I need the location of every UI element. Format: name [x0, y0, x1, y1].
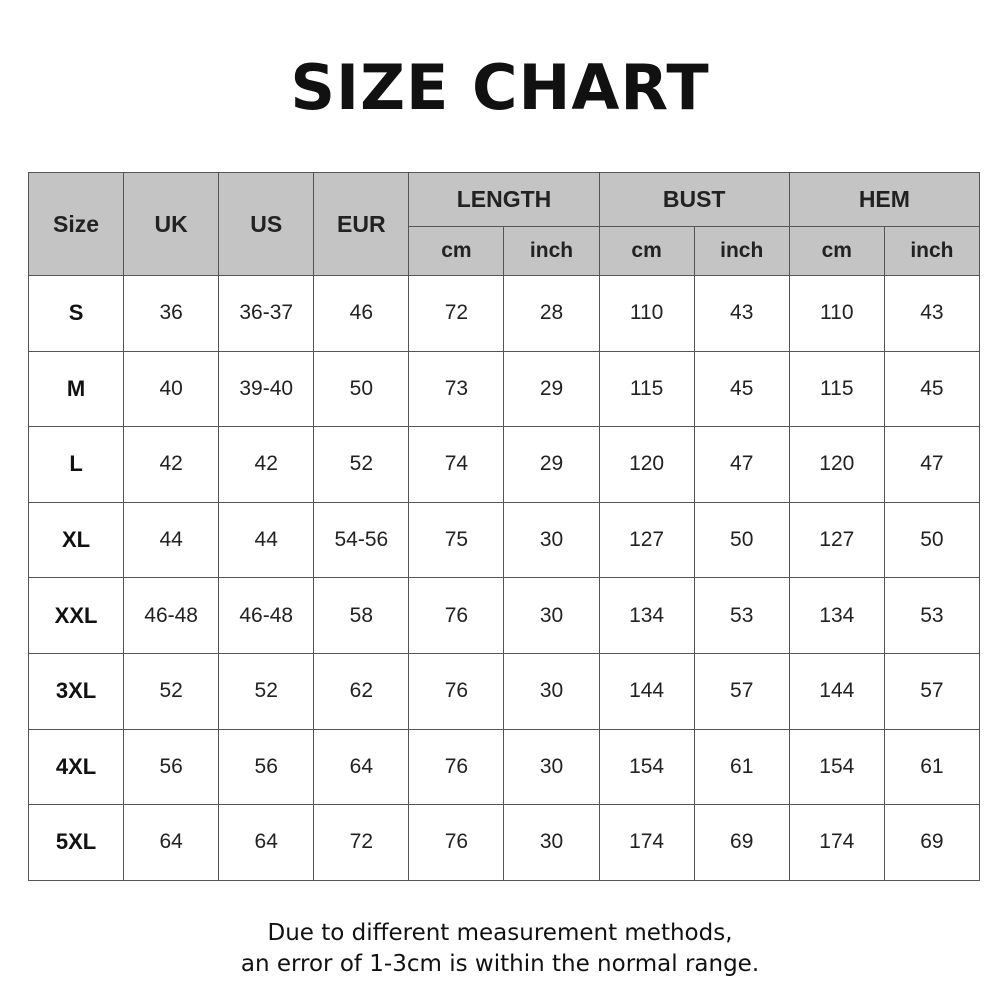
table-header-row: [29, 173, 980, 227]
cell-size: 5XL: [29, 805, 124, 881]
cell-us: 64: [219, 805, 314, 881]
header-hem: HEM: [789, 173, 979, 227]
cell-eur: 54-56: [314, 502, 409, 578]
cell-bust-cm: 110: [599, 276, 694, 352]
cell-size: L: [29, 427, 124, 503]
cell-eur: 58: [314, 578, 409, 654]
cell-hem-inch: 47: [884, 427, 979, 503]
cell-bust-inch: 43: [694, 276, 789, 352]
note-line-2: an error of 1-3cm is within the normal range.: [240, 951, 760, 977]
cell-eur: 62: [314, 653, 409, 729]
cell-hem-cm: 174: [789, 805, 884, 881]
cell-uk: 40: [124, 351, 219, 427]
cell-us: 56: [219, 729, 314, 805]
cell-length-inch: 30: [504, 653, 599, 729]
cell-hem-inch: 53: [884, 578, 979, 654]
cell-us: 46-48: [219, 578, 314, 654]
cell-length-cm: 72: [409, 276, 504, 352]
header-us: US: [219, 173, 314, 276]
cell-length-cm: 76: [409, 578, 504, 654]
cell-bust-cm: 115: [599, 351, 694, 427]
cell-bust-inch: 45: [694, 351, 789, 427]
cell-hem-inch: 45: [884, 351, 979, 427]
size-chart-table: [28, 172, 980, 881]
header-length-cm: cm: [409, 227, 504, 276]
cell-hem-cm: 154: [789, 729, 884, 805]
cell-length-cm: 76: [409, 805, 504, 881]
cell-size: M: [29, 351, 124, 427]
header-uk: UK: [124, 173, 219, 276]
table-row: [29, 351, 980, 427]
table-row: [29, 729, 980, 805]
cell-bust-inch: 50: [694, 502, 789, 578]
cell-length-cm: 76: [409, 653, 504, 729]
cell-hem-cm: 120: [789, 427, 884, 503]
cell-uk: 42: [124, 427, 219, 503]
cell-bust-inch: 47: [694, 427, 789, 503]
cell-length-cm: 74: [409, 427, 504, 503]
cell-length-inch: 30: [504, 729, 599, 805]
cell-uk: 64: [124, 805, 219, 881]
cell-us: 44: [219, 502, 314, 578]
header-bust: BUST: [599, 173, 789, 227]
header-size: Size: [29, 173, 124, 276]
measurement-note: [0, 918, 1000, 980]
cell-bust-cm: 154: [599, 729, 694, 805]
table-row: [29, 502, 980, 578]
cell-bust-inch: 69: [694, 805, 789, 881]
cell-hem-cm: 110: [789, 276, 884, 352]
cell-length-inch: 30: [504, 578, 599, 654]
cell-length-inch: 30: [504, 502, 599, 578]
cell-size: 4XL: [29, 729, 124, 805]
cell-length-inch: 29: [504, 351, 599, 427]
cell-length-inch: 29: [504, 427, 599, 503]
cell-size: 3XL: [29, 653, 124, 729]
table-row: [29, 276, 980, 352]
cell-eur: 50: [314, 351, 409, 427]
cell-length-cm: 75: [409, 502, 504, 578]
cell-size: S: [29, 276, 124, 352]
cell-length-inch: 30: [504, 805, 599, 881]
cell-bust-cm: 127: [599, 502, 694, 578]
cell-uk: 36: [124, 276, 219, 352]
cell-eur: 52: [314, 427, 409, 503]
table-body: [29, 276, 980, 881]
cell-bust-cm: 174: [599, 805, 694, 881]
header-eur: EUR: [314, 173, 409, 276]
cell-us: 52: [219, 653, 314, 729]
page-title: SIZE CHART: [290, 51, 710, 124]
cell-bust-inch: 61: [694, 729, 789, 805]
table-row: [29, 653, 980, 729]
cell-us: 36-37: [219, 276, 314, 352]
header-hem-inch: inch: [884, 227, 979, 276]
cell-us: 39-40: [219, 351, 314, 427]
table-row: [29, 578, 980, 654]
note-line-1: Due to different measurement methods,: [267, 920, 733, 946]
cell-hem-cm: 127: [789, 502, 884, 578]
cell-bust-cm: 134: [599, 578, 694, 654]
cell-bust-cm: 144: [599, 653, 694, 729]
cell-hem-cm: 115: [789, 351, 884, 427]
cell-bust-inch: 53: [694, 578, 789, 654]
cell-length-cm: 73: [409, 351, 504, 427]
cell-size: XXL: [29, 578, 124, 654]
cell-length-inch: 28: [504, 276, 599, 352]
cell-hem-inch: 61: [884, 729, 979, 805]
cell-eur: 72: [314, 805, 409, 881]
cell-us: 42: [219, 427, 314, 503]
cell-uk: 44: [124, 502, 219, 578]
header-length-inch: inch: [504, 227, 599, 276]
header-bust-cm: cm: [599, 227, 694, 276]
cell-bust-inch: 57: [694, 653, 789, 729]
cell-eur: 46: [314, 276, 409, 352]
cell-size: XL: [29, 502, 124, 578]
cell-length-cm: 76: [409, 729, 504, 805]
cell-hem-inch: 43: [884, 276, 979, 352]
cell-hem-inch: 50: [884, 502, 979, 578]
cell-hem-cm: 144: [789, 653, 884, 729]
cell-hem-inch: 69: [884, 805, 979, 881]
cell-uk: 52: [124, 653, 219, 729]
header-hem-cm: cm: [789, 227, 884, 276]
table-row: [29, 427, 980, 503]
cell-uk: 56: [124, 729, 219, 805]
cell-uk: 46-48: [124, 578, 219, 654]
cell-eur: 64: [314, 729, 409, 805]
cell-bust-cm: 120: [599, 427, 694, 503]
header-bust-inch: inch: [694, 227, 789, 276]
table-row: [29, 805, 980, 881]
cell-hem-cm: 134: [789, 578, 884, 654]
cell-hem-inch: 57: [884, 653, 979, 729]
header-length: LENGTH: [409, 173, 599, 227]
